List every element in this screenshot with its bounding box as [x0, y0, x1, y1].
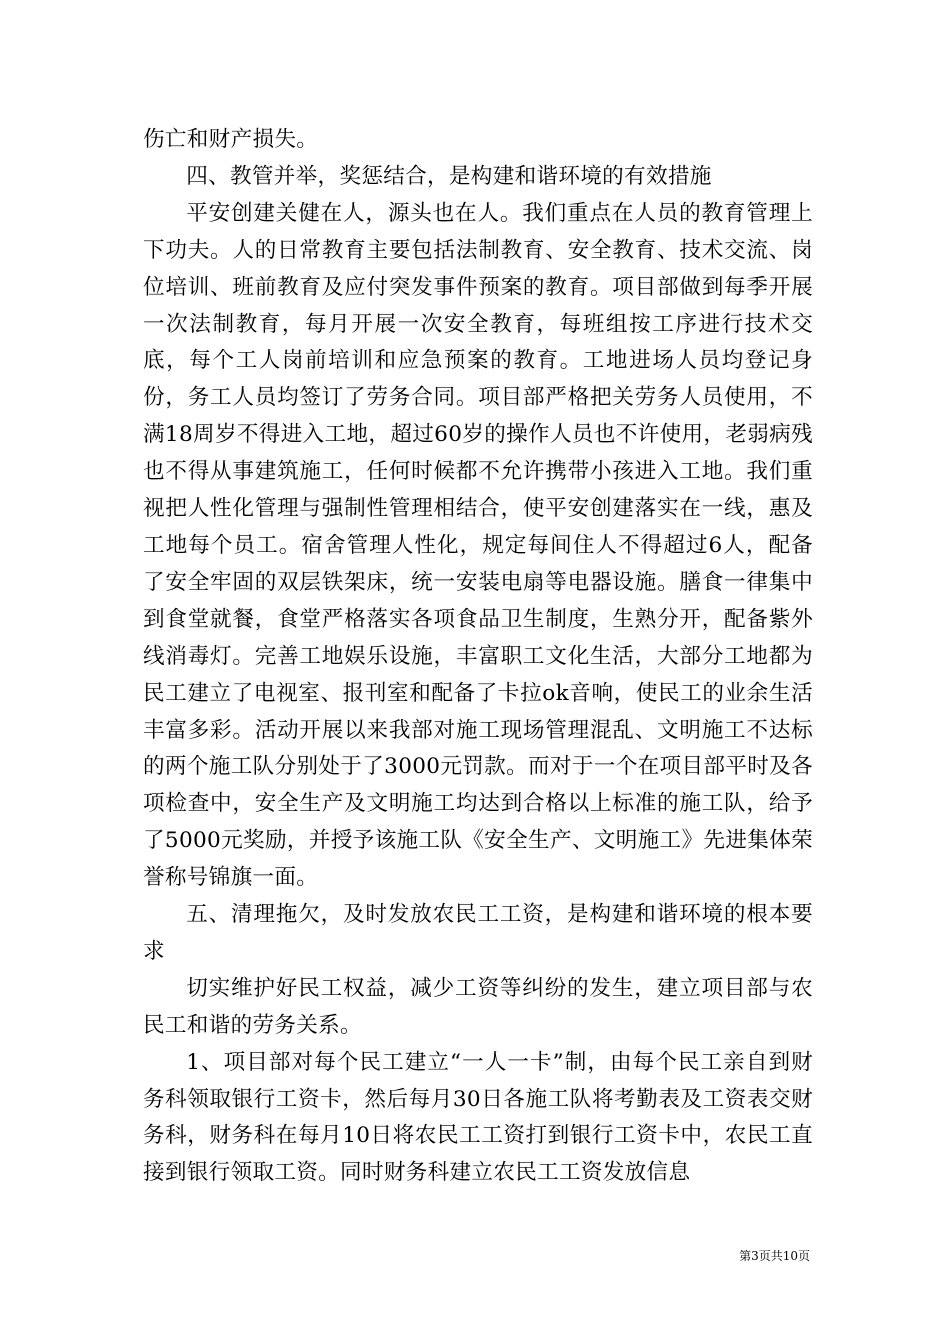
page-footer [700, 1247, 810, 1264]
section-heading-4: 四、教管并举，奖惩结合，是构建和谐环境的有效措施 [186, 163, 712, 189]
page-number: 第3页共10页 [739, 1249, 810, 1263]
paragraph-education-management: 平安创建关健在人，源头也在人。我们重点在人员的教育管理上下功夫。人的日常教育主要包括法制教育、安全教育、技术交流、岗位培训、班前教育及应付突发事件预案的教育。项目部做到每季开展一次法制教育，每月开展一次安全教育，每班组按工序进行技术交底，每个工人岗前培训和应急预案的教育。工地进场人员均登记身份，务工人员均签订了劳务合同。项目部严格把关劳务人员使用，不满18周岁不得进入工地，超过60岁的操作人员也不许使用，老弱病残也不得从事建筑施工，任何时候都不允许携带小孩进入工地。我们重视把人性化管理与强制性管理相结合，使平安创建落实在一线，惠及工地每个员工。宿舍管理人性化，规定每间住人不得超过6人，配备了安全牢固的双层铁架床，统一安装电扇等电器设施。膳食一律集中到食堂就餐，食堂严格落实各项食品卫生制度，生熟分开，配备紫外线消毒灯。完善工地娱乐设施，丰富职工文化生活，大部分工地都为民工建立了电视室、报刊室和配备了卡拉ok音响，使民工的业余生活丰富多彩。活动开展以来我部对施工现场管理混乱、文明施工不达标的两个施工队分别处于了3000元罚款。而对于一个在项目部平时及各项检查中，安全生产及文明施工均达到合格以上标准的施工队，给予了5000元奖励，并授予该施工队《安全生产、文明施工》先进集体荣誉称号锦旗一面。 [143, 200, 813, 891]
body-text [143, 122, 813, 1192]
section-heading-5: 五、清理拖欠，及时发放农民工工资，是构建和谐环境的根本要求 [143, 902, 813, 964]
paragraph-one-card-system: 1、项目部对每个民工建立“一人一卡”制，由每个民工亲自到财务科领取银行工资卡，然后每月30日各施工队将考勤表及工资表交财务科，财务科在每月10日将农民工工资打到银行工资卡中，农民工直接到银行领取工资。同时财务科建立农民工工资发放信息 [143, 1049, 813, 1186]
paragraph-continuation: 伤亡和财产损失。 [143, 127, 319, 152]
paragraph-labor-rights: 切实维护好民工权益，减少工资等纠纷的发生，建立项目部与农民工和谐的劳务关系。 [143, 975, 813, 1038]
